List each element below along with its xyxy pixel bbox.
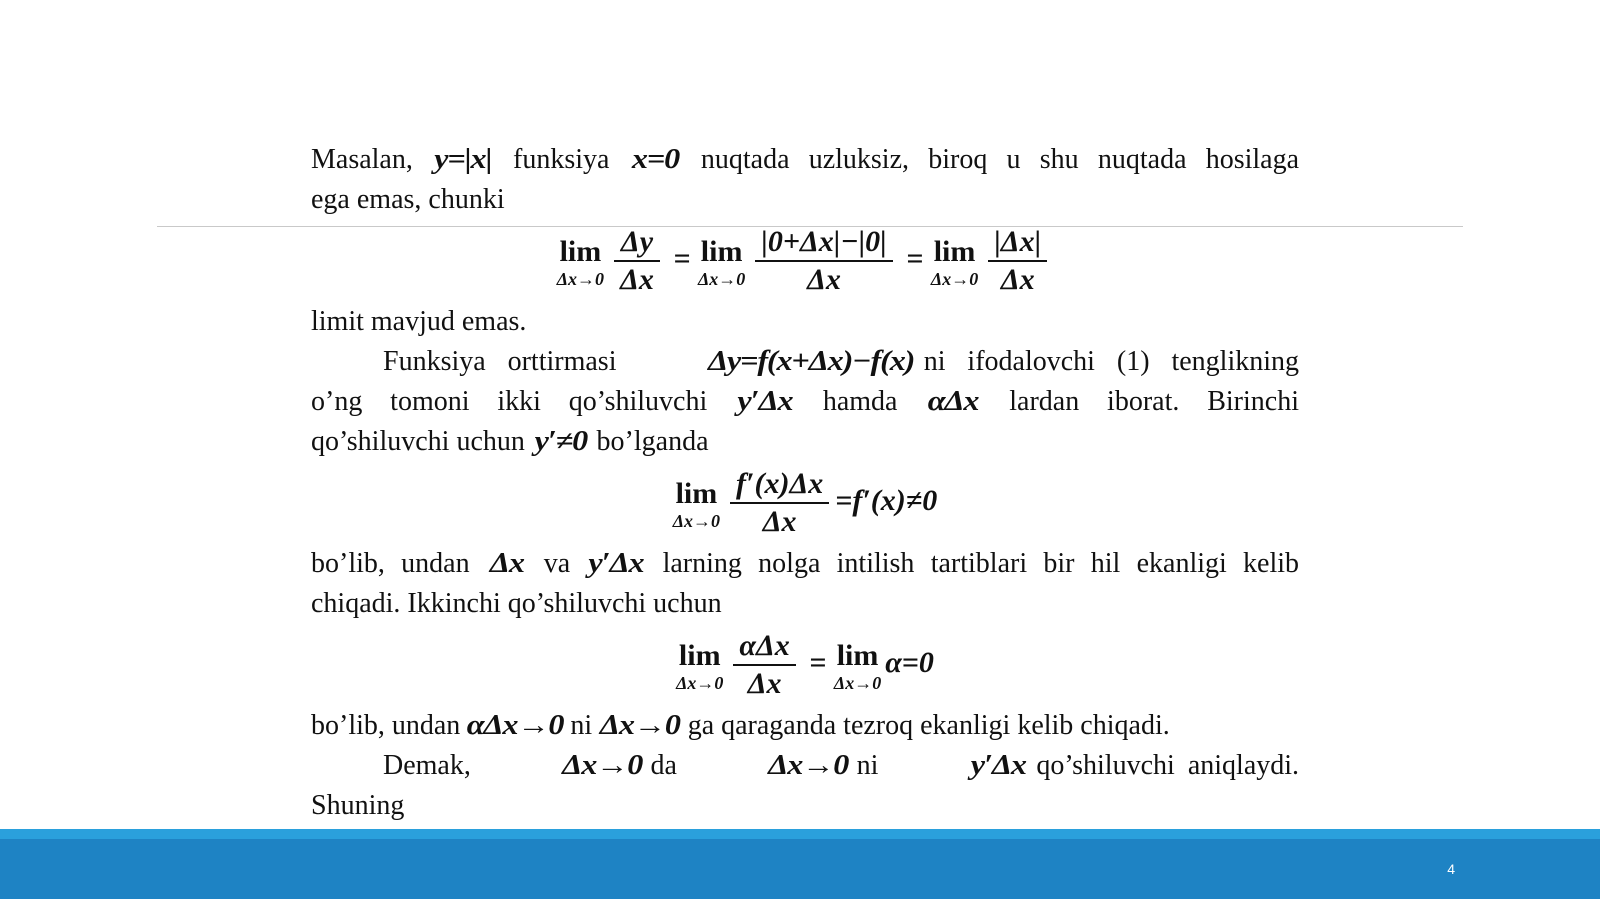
- formula-inline: y′≠0: [534, 426, 587, 457]
- formula-inline: Δx→0: [768, 750, 849, 781]
- paragraph-1: [311, 140, 1299, 180]
- text: ega emas, chunki: [311, 184, 505, 215]
- fraction: $\frac{f'(x)\Delta x}{\Delta x}$: [730, 466, 829, 540]
- paragraph-8: [311, 706, 1299, 746]
- formula-block-3: [311, 628, 1299, 702]
- text: o’ng tomoni ikki qo’shiluvchi: [311, 386, 708, 417]
- formula-inline: Δx→0: [562, 750, 643, 781]
- equals: =: [809, 645, 827, 679]
- text: bo’lib, undan: [311, 710, 461, 741]
- text: Masalan,: [311, 144, 413, 175]
- text: ni: [856, 750, 879, 781]
- text: va: [543, 548, 571, 579]
- text: ni ifodalovchi (1) tenglikning: [923, 346, 1300, 377]
- text: hamda: [822, 386, 898, 417]
- fraction: $\frac{\text{αΔx}}{\Delta x}$: [733, 628, 795, 702]
- formula-block-1: [311, 224, 1299, 298]
- formula-inline: x=0: [631, 144, 679, 175]
- equals: =: [673, 241, 691, 275]
- text: nuqtada uzluksiz, biroq u shu nuqtada hosilaga: [700, 144, 1300, 175]
- text: larning nolga intilish tartiblari bir hil ekanligi kelib: [662, 548, 1300, 579]
- fraction: $\frac{|0+\Delta x|-|0|}{\Delta x}$: [755, 224, 893, 298]
- text: Funksiya orttirmasi: [383, 346, 617, 377]
- paragraph-2: [311, 302, 1299, 342]
- text: qo’shiluvchi uchun: [311, 426, 525, 457]
- page-number: 4: [1447, 861, 1455, 877]
- text: qo’shiluvchi aniqlaydi. Shuning: [311, 750, 1300, 821]
- text: lardan iborat. Birinchi: [1009, 386, 1299, 417]
- limit: lim Δx→0: [556, 235, 605, 289]
- formula-inline: Δx: [489, 548, 524, 579]
- formula-block-2: [311, 466, 1299, 540]
- formula-inline: y′Δx: [971, 750, 1027, 781]
- formula-inline: αΔx→0: [467, 710, 564, 741]
- paragraph-6: [311, 544, 1299, 584]
- limit: lim Δx→0: [697, 235, 746, 289]
- text: ga qaraganda tezroq ekanligi kelib chiqadi.: [687, 710, 1170, 741]
- formula-inline: Δy=f(x+Δx)−f(x): [708, 346, 915, 377]
- formula-inline: αΔx: [928, 386, 979, 417]
- paragraph-5: [311, 422, 1299, 462]
- text: limit mavjud emas.: [311, 306, 527, 337]
- limit: lim Δx→0: [930, 235, 979, 289]
- text: Demak,: [383, 750, 471, 781]
- formula-inline: Δx→0: [599, 710, 680, 741]
- text: ni: [570, 710, 593, 741]
- text: bo’lib, undan: [311, 548, 470, 579]
- text: funksiya: [513, 144, 610, 175]
- formula-rhs: α=0: [885, 645, 934, 679]
- footer-accent-bar: [0, 829, 1600, 839]
- limit: lim Δx→0: [672, 477, 721, 531]
- text: bo’lganda: [596, 426, 709, 457]
- paragraph-1-cont: [311, 180, 1299, 220]
- formula-inline: y=|x|: [434, 144, 492, 175]
- fraction: $\frac{\Delta y}{\Delta x}$: [614, 224, 660, 298]
- limit: lim Δx→0: [676, 639, 724, 693]
- paragraph-3: [311, 342, 1299, 382]
- slide-body: [311, 140, 1299, 866]
- formula-inline: y′Δx: [588, 548, 644, 579]
- paragraph-7: [311, 584, 1299, 624]
- fraction: $\frac{|\Delta x|}{\Delta x}$: [988, 224, 1047, 298]
- formula-inline: y′Δx: [737, 386, 793, 417]
- formula-rhs: =f′(x)≠0: [835, 483, 938, 517]
- limit: lim Δx→0: [833, 639, 882, 693]
- footer-bar: [0, 839, 1600, 899]
- text: da: [650, 750, 677, 781]
- equals: =: [906, 241, 924, 275]
- paragraph-4: [311, 382, 1299, 422]
- text: chiqadi. Ikkinchi qo’shiluvchi uchun: [311, 588, 722, 619]
- paragraph-9: [311, 746, 1299, 826]
